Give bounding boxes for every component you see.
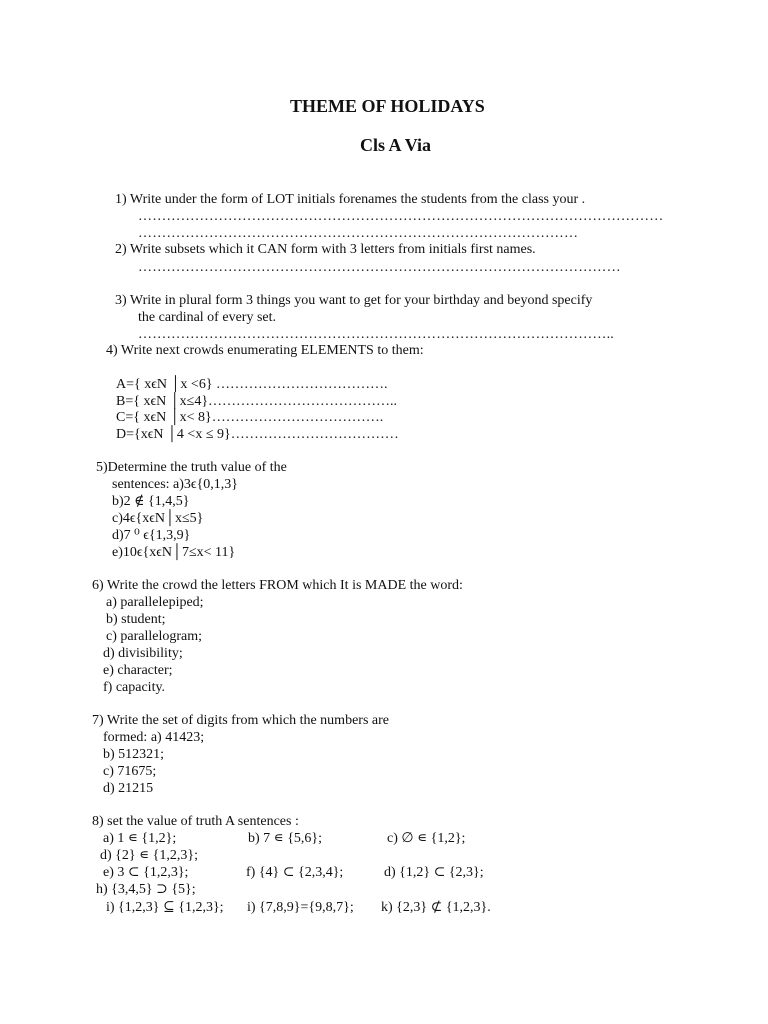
- question-8-item-i1: i) {1,2,3} ⊆ {1,2,3};: [106, 900, 224, 915]
- question-3-dots: ………………………………………………………………………………………..: [138, 327, 614, 342]
- question-6-item-f: f) capacity.: [103, 680, 166, 695]
- question-4-heading: 4) Write next crowds enumerating ELEMENTS to them:: [106, 343, 424, 358]
- question-8-item-b: b) 7 ∊ {5,6};: [248, 831, 323, 846]
- question-8-item-h: h) {3,4,5} ⊃ {5};: [96, 882, 196, 897]
- question-7-item-c: c) 71675;: [103, 764, 157, 779]
- page-subtitle: Cls A Via: [360, 135, 432, 155]
- question-5-item-d: d)7 ⁰ ϵ{1,3,9}: [112, 528, 191, 543]
- set-b: B={ xϵN │x≤4}…………………………………..: [116, 394, 398, 409]
- question-7-heading: 7) Write the set of digits from which the numbers are: [92, 713, 389, 728]
- question-1-dots-2: …………………………………………………………………………………: [138, 226, 579, 241]
- question-6-item-c: c) parallelogram;: [106, 629, 203, 644]
- question-7-item-b: b) 512321;: [103, 747, 165, 762]
- question-7-item-a: formed: a) 41423;: [103, 730, 205, 745]
- question-3-text-1: 3) Write in plural form 3 things you want to get for your birthday and beyond specify: [115, 293, 593, 308]
- question-2-dots: …………………………………………………………………………………………: [138, 260, 621, 275]
- question-2-text: 2) Write subsets which it CAN form with 3 letters from initials first names.: [115, 242, 536, 257]
- question-6-item-a: a) parallelepiped;: [106, 595, 204, 610]
- question-8-item-a: a) 1 ∊ {1,2};: [103, 831, 177, 846]
- set-d: D={xϵN │4 <x ≤ 9}………………………………: [116, 427, 399, 442]
- question-6-item-e: e) character;: [103, 663, 173, 678]
- question-8-item-i2: i) {7,8,9}={9,8,7};: [247, 900, 354, 915]
- question-6-item-d: d) divisibility;: [103, 646, 183, 661]
- set-a: A={ xϵN │x <6} ……………………………….: [116, 377, 388, 392]
- question-6-heading: 6) Write the crowd the letters FROM which It is MADE the word:: [92, 578, 463, 593]
- question-8-item-e: e) 3 ⊂ {1,2,3};: [103, 865, 189, 880]
- question-8-item-d2: d) {1,2} ⊂ {2,3};: [384, 865, 484, 880]
- question-5-heading: 5)Determine the truth value of the: [96, 460, 287, 475]
- question-1-text: 1) Write under the form of LOT initials forenames the students from the class your .: [115, 192, 586, 207]
- question-8-item-c: c) ∅ ∊ {1,2};: [387, 831, 466, 846]
- question-5-item-e: e)10ϵ{xϵN│7≤x< 11}: [112, 545, 236, 560]
- question-8-heading: 8) set the value of truth A sentences :: [92, 814, 299, 829]
- question-5-item-c: c)4ϵ{xϵN│x≤5}: [112, 511, 204, 526]
- question-5-item-b: b)2 ∉ {1,4,5}: [112, 494, 190, 509]
- question-8-item-k: k) {2,3} ⊄ {1,2,3}.: [381, 900, 491, 915]
- question-6-item-b: b) student;: [106, 612, 166, 627]
- question-8-item-f: f) {4} ⊂ {2,3,4};: [246, 865, 344, 880]
- question-7-item-d: d) 21215: [103, 781, 154, 796]
- question-3-text-2: the cardinal of every set.: [138, 310, 276, 325]
- question-5-item-a: sentences: a)3ϵ{0,1,3}: [112, 477, 239, 492]
- question-8-item-d1: d) {2} ∊ {1,2,3};: [100, 848, 198, 863]
- page-title: THEME OF HOLIDAYS: [290, 96, 485, 116]
- set-c: C={ xϵN │x< 8}……………………………….: [116, 410, 384, 425]
- question-1-dots-1: …………………………………………………………………………………………………: [138, 209, 664, 224]
